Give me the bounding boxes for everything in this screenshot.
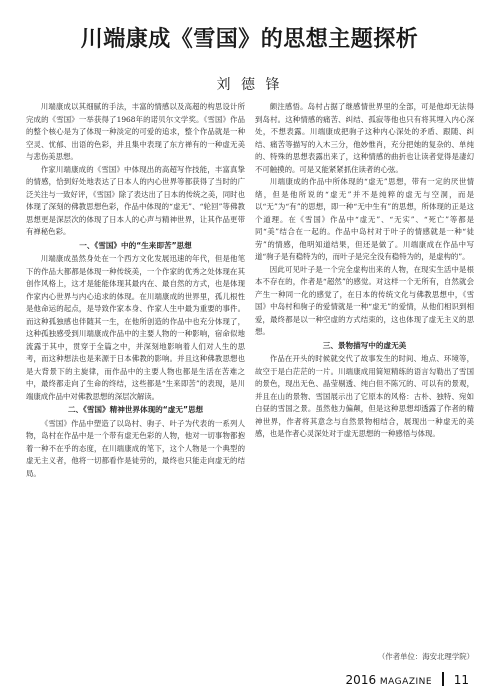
body-paragraph: 川端康成以其细腻的手法，丰富的情感以及高超的构思设计所完成的《雪国》一举获得了1968年的诺贝尔文学奖。《雪国》作品的整个核心是为了体现一种淡定的可爱的追求，整个作品就是一种空灵、忧郁、出语的色彩，并且集中表现了东方禅有的一种虚无美与悲伤美思想。 xyxy=(26,102,245,161)
body-paragraph: 川端康成的作品中所体现的“虚无”思想，带有一定的厌世情绪，但是他所说的“虚无”并不是纯粹的虚无与空洞，而是以“无”为“有”的思想，即一种“无中生有”的思想，所体现的正是这个道理。在《雪国》作品中“虚无”、“无实”、“死亡”等都是同“美”结合在一起的。作品中岛村对于叶子的情感就是一种“徒劳”的情感，他明知道结果，但还是做了。川端康成在作品中写道“驹子是有稳特为的，而叶子是完全没有稳特为的，是虚构的”。 xyxy=(255,177,474,261)
body-paragraph: 川端康成虽然身处在一个西方文化发展迅速的年代，但是他笔下的作品大都都是体现一种传统美，一个作家的优秀之处体现在其创作风格上，这才是能能体现其最内在、最自然的方式，也是体现作家内心世界与内心追求的体现。在川端康成的世界里，孤儿根性是他命运的起点，是导致作家本身、作家人生中最为重要的事件。而这种孤独感也伴随其一生，在他所创造的作品中也充分体现了，这种孤独感受到川端康成作品中的主要人物的一种影响，宿命似地流露于其中，贯穿于全篇之中，并深刻地影响着人们对人生的思考，而这种想法也是来源于日本佛教的影响。并且这种佛教思想也是大背景下的主旋律，而作品中的主要人物也都是生活在苦难之中，最终都走向了生命的终结，这些都是“生来即苦”的表现，是川端康成作品中对佛教思想的深层次解读。 xyxy=(26,254,245,401)
body-paragraph: 作家川端康成的《雪国》中体现出的高超写作技能，丰富真挚的情感，恰到好处地表达了日本人的内心世界等都获得了当时的广泛关注与一致好评，《雪国》除了表达出了日本的传统之美，同时也体现了深刻的佛教思想色彩，作品中体现的“虚无”、“轮回”等佛教思想更是深层次的体现了日本人的心声与精神世界，让其作品更带有禅秘色彩。 xyxy=(26,164,245,236)
page-footer xyxy=(346,672,469,687)
body-paragraph: 《雪国》作品中塑造了以岛村、驹子、叶子为代表的一系列人物，岛村在作品中是一个带有虚无色彩的人物，他对一切事物都抱着一种不在乎的态度，在川端康成的笔下，这个人物是一个典型的虚无主义者，他将一切都看作是徒劳的，最终也只能走向虚无的结局。 xyxy=(26,418,245,478)
section-heading: 二、《雪国》精神世界体现的“虚无”思想 xyxy=(67,405,204,414)
section-heading: 一、《雪国》中的“生来即苦”思想 xyxy=(79,240,192,250)
right-text-column xyxy=(255,101,474,646)
footer-divider xyxy=(442,672,444,686)
author-affiliation: （作者单位：海安北理学院） xyxy=(377,652,474,661)
left-text-column xyxy=(26,101,245,646)
page-number: 11 xyxy=(453,673,469,687)
footer-magazine: MAGAZINE xyxy=(379,677,433,687)
body-paragraph: 作品在开头的时候就交代了故事发生的时间、地点、环境等，故空于是白茫茫的一片。川端康成用简短精练的语言勾勒出了雪国的景色，现出无色、晶莹剔透、纯白但不陈冗的、可以有的景观，并且在山的景物、雪国展示出了它原本的风格：古朴、独特、宛如白昼的雪国之景。虽然他力偏颠，但是这种思想却透露了作者的精神世界，作者将其意念与自然景物相结合，展现出一种虚无的美感，也是作者心灵深处对于虚无思想的一种感悟与体现。 xyxy=(255,354,474,438)
article-title: 川端康成《雪国》的思想主题探析 xyxy=(80,27,419,52)
body-paragraph: 因此可见叶子是一个完全虚构出来的人物，在现实生活中是根本不存在的，作者是“超然”的感觉。对这样一个无所有，自然就会产生一种同一化的感觉了，在日本的传统文化与佛教思想中，《雪国》中岛村和驹子的爱情就是一种“虚无”的爱情，从他们相识到相爱，最终都是以一种空虚的方式结束的，这也体现了虚无主义的思想。 xyxy=(255,264,474,336)
article-author: 刘 德 锋 xyxy=(216,77,283,93)
section-heading: 三、景物描写中的虚无美 xyxy=(322,340,407,350)
body-paragraph: 颇注感悟。岛村占据了继感情世界里的全部，可是他却无法得到岛村。这种情感的痛苦、纠结、孤寂等他也只有将其埋入内心深处，不想表露。川端康成把驹子这种内心深处的矛盾、跟随、纠结、痛苦等描写的入木三分，他妙惟肖，充分把她的复杂的、单纯的、特殊的思想表露出来了，这种情感的曲折也让读者觉得是凄幻不可触摸的。可是又能紧紧抓住读者的心弦。 xyxy=(255,102,474,174)
footer-year: 2016 xyxy=(345,673,377,687)
